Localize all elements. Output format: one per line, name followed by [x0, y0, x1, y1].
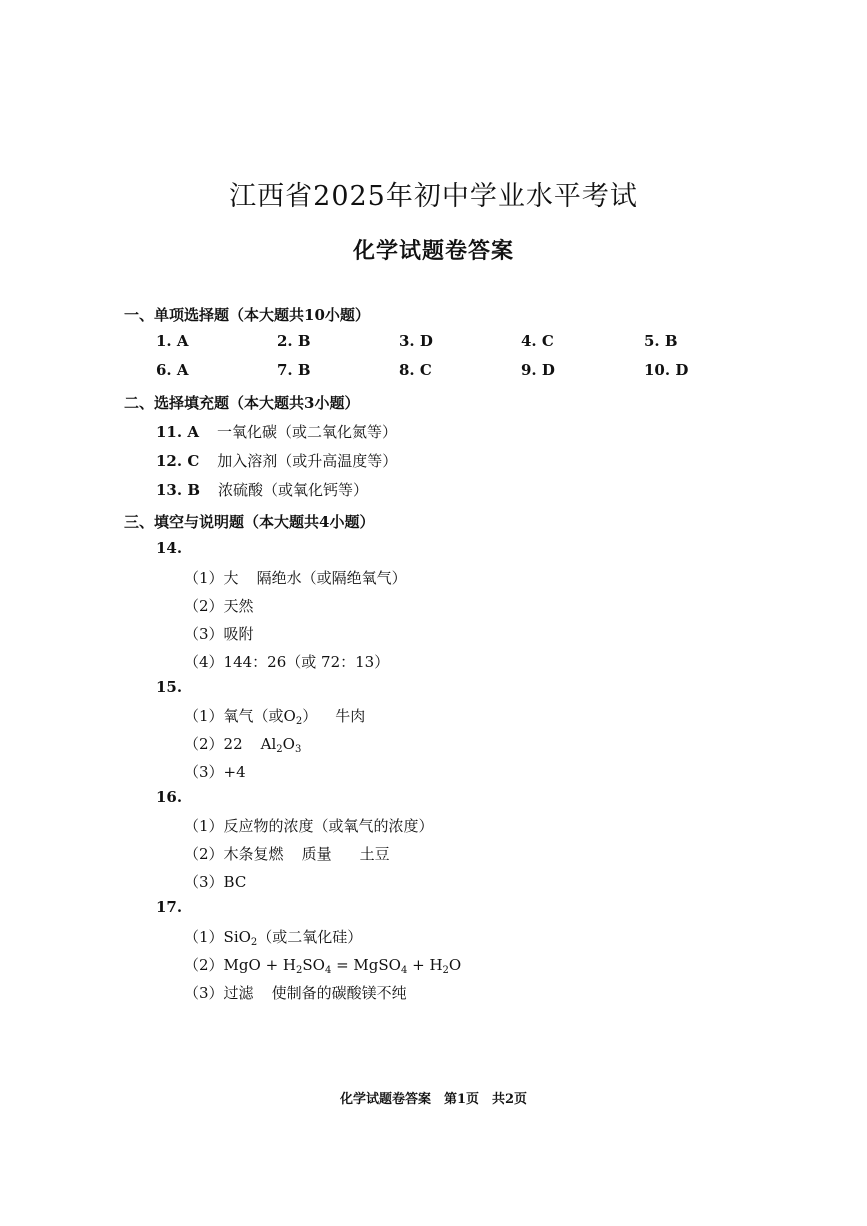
answer-10: 10. D: [644, 361, 689, 379]
equation-part: SO: [302, 956, 325, 974]
equation-subscript: 2: [296, 965, 303, 976]
equation-subscript: 4: [324, 965, 332, 976]
q16-part-3: [184, 871, 246, 892]
q17-part-2-equation: [224, 956, 462, 974]
page-subtitle: 化学试题卷答案: [352, 238, 514, 264]
q14-part-3-label: （3）: [184, 625, 224, 643]
q15-part-2: [184, 733, 301, 754]
q16-part-2-answer-c: 土豆: [359, 845, 390, 863]
q16-part-2-answer-a: 木条复燃: [223, 845, 284, 863]
q17-part-1: [184, 926, 362, 947]
q16-part-2: [184, 843, 390, 864]
q17-part-1-label: （1）: [184, 928, 224, 946]
q15-part-1-label: （1）: [184, 707, 224, 725]
formula-part: Al: [260, 735, 277, 753]
answer-3: 3. D: [399, 332, 433, 350]
q14-part-2: [184, 595, 254, 616]
formula-part: O: [282, 735, 295, 753]
answer-9: 9. D: [521, 361, 555, 379]
q14-part-4-answer: 144：26（或 72：13）: [223, 653, 390, 671]
q15-part-3-label: （3）: [184, 763, 224, 781]
q17-part-3-answer-b: 使制备的碳酸镁不纯: [271, 984, 407, 1002]
equation-part: + H: [407, 956, 443, 974]
q16-part-3-answer: BC: [223, 873, 247, 891]
answer-11: [156, 421, 397, 442]
q16-part-2-label: （2）: [184, 845, 224, 863]
q14-part-2-label: （2）: [184, 597, 224, 615]
q15-part-2-answer-a: 22: [223, 735, 243, 753]
q17-part-1-alt: （或二氧化硅）: [257, 928, 363, 946]
q14-part-4: [184, 651, 389, 672]
section-1-heading: 一、单项选择题（本大题共10小题）: [124, 306, 370, 324]
q15-part-1-answer-a-end: ）: [302, 707, 318, 725]
answer-1: 1. A: [156, 332, 189, 350]
q14-part-1-answer-a: 大: [223, 569, 239, 587]
q15-part-2-label: （2）: [184, 735, 224, 753]
q16-part-1-label: （1）: [184, 817, 224, 835]
equation-part: MgO + H: [223, 956, 296, 974]
equation-part: = MgSO: [331, 956, 401, 974]
q15-part-1-answer-b: 牛肉: [335, 707, 366, 725]
page-title: 江西省2025年初中学业水平考试: [229, 181, 638, 212]
formula-subscript: 3: [294, 744, 302, 755]
section-3-heading: 三、填空与说明题（本大题共4小题）: [124, 513, 375, 531]
answer-12-num: 12. C: [156, 452, 200, 470]
q15-part-2-formula: [261, 735, 302, 753]
q14-part-3: [184, 623, 254, 644]
answer-13: [156, 479, 368, 500]
equation-part: O: [448, 956, 462, 974]
q15-part-1-subscript: 2: [295, 716, 303, 727]
answer-8: 8. C: [399, 361, 432, 379]
page-footer: 化学试题卷答案 第1页 共2页: [339, 1092, 528, 1107]
answer-7: 7. B: [277, 361, 311, 379]
q17-part-3-answer-a: 过滤: [223, 984, 254, 1002]
answer-5: 5. B: [644, 332, 678, 350]
answer-13-text: 浓硫酸（或氧化钙等）: [218, 481, 369, 499]
q14-part-3-answer: 吸附: [223, 625, 254, 643]
q16-part-1: [184, 815, 434, 836]
q17-part-3-label: （3）: [184, 984, 224, 1002]
answer-6: 6. A: [156, 361, 189, 379]
answer-11-num: 11. A: [156, 423, 199, 441]
question-16-number: 16.: [156, 788, 183, 806]
q17-part-1-formula: SiO: [223, 928, 251, 946]
equation-subscript: 2: [442, 965, 449, 976]
answer-12: [156, 450, 397, 471]
question-17-number: 17.: [156, 898, 183, 916]
equation-subscript: 4: [400, 965, 408, 976]
section-2-heading: 二、选择填充题（本大题共3小题）: [124, 394, 360, 412]
formula-subscript: 2: [250, 937, 258, 948]
q15-part-1: [184, 705, 365, 726]
q15-part-3-answer: +4: [223, 763, 246, 781]
answer-11-text: 一氧化碳（或二氧化氮等）: [216, 423, 397, 441]
q16-part-3-label: （3）: [184, 873, 224, 891]
q14-part-1-answer-b: 隔绝水（或隔绝氧气）: [256, 569, 407, 587]
q16-part-1-answer: 反应物的浓度（或氧气的浓度）: [223, 817, 434, 835]
answer-13-num: 13. B: [156, 481, 200, 499]
answer-4: 4. C: [521, 332, 554, 350]
q14-part-1: [184, 567, 407, 588]
q17-part-3: [184, 982, 407, 1003]
q15-part-1-answer-a: 氧气（或O: [223, 707, 296, 725]
answer-12-text: 加入溶剂（或升高温度等）: [217, 452, 398, 470]
q16-part-2-answer-b: 质量: [301, 845, 332, 863]
q14-part-2-answer: 天然: [223, 597, 254, 615]
q14-part-4-label: （4）: [184, 653, 224, 671]
formula-subscript: 2: [276, 744, 283, 755]
q17-part-2: [184, 954, 461, 975]
q15-part-3: [184, 761, 246, 782]
question-14-number: 14.: [156, 539, 183, 557]
q17-part-2-label: （2）: [184, 956, 224, 974]
q14-part-1-label: （1）: [184, 569, 224, 587]
answer-2: 2. B: [277, 332, 311, 350]
question-15-number: 15.: [156, 678, 183, 696]
